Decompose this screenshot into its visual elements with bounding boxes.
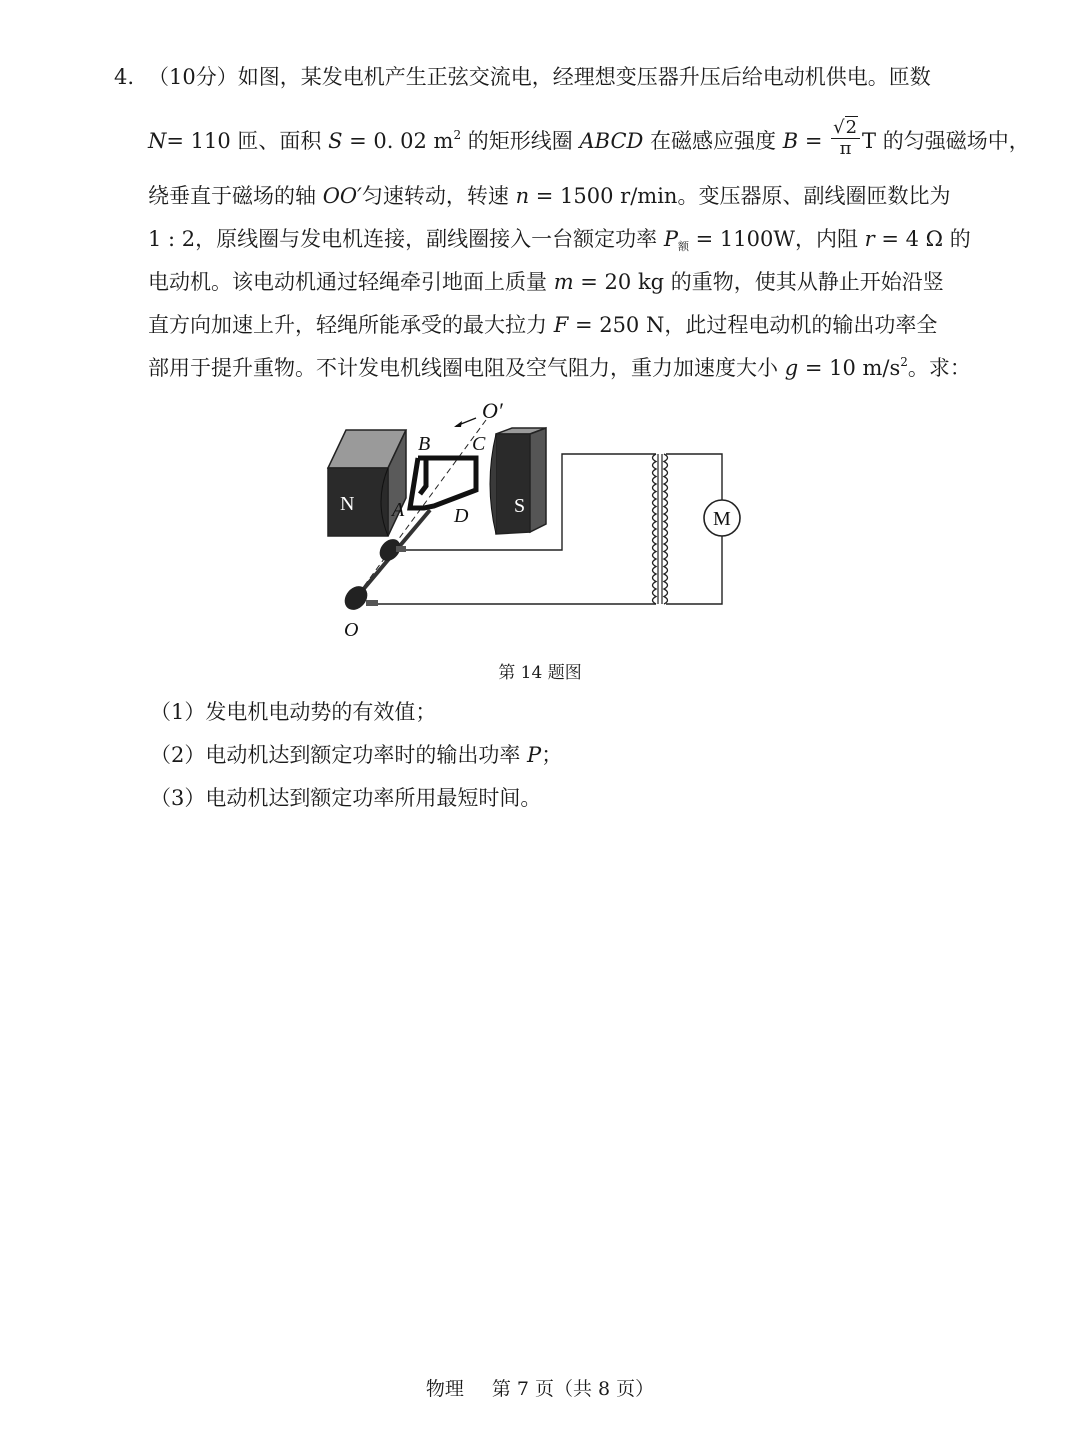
text: T 的匀强磁场中， xyxy=(862,129,1030,153)
label-o: O xyxy=(344,619,359,641)
label-d: D xyxy=(454,505,469,527)
superscript: 2 xyxy=(900,355,908,369)
text: （2）电动机达到额定功率时的输出功率 xyxy=(150,743,528,767)
text: 在磁感应强度 xyxy=(643,129,783,153)
page-footer xyxy=(0,1374,1080,1404)
text: 的矩形线圈 xyxy=(461,129,580,153)
text: （10分）如图，某发电机产生正弦交流电，经理想变压器升压后给电动机供电。匝数 xyxy=(148,65,931,89)
problem-line-7 xyxy=(148,352,971,384)
var-ABCD: ABCD xyxy=(579,129,644,153)
generator-transformer-motor-diagram xyxy=(326,398,756,644)
brush-lower xyxy=(366,600,378,606)
label-b: B xyxy=(418,433,431,455)
label-a: A xyxy=(392,499,405,521)
text: = 0. 02 m xyxy=(342,129,454,153)
label-s: S xyxy=(514,495,526,517)
superscript: 2 xyxy=(453,128,462,142)
text: = 20 kg 的重物，使其从静止开始沿竖 xyxy=(573,270,944,294)
text: ； xyxy=(541,743,563,767)
label-o-prime: O′ xyxy=(482,398,503,423)
south-magnet xyxy=(490,428,546,534)
footer-subject: 物理 xyxy=(425,1378,464,1400)
text: = 1500 r/min。变压器原、副线圈匝数比为 xyxy=(529,184,951,208)
problem-number: 4. xyxy=(114,65,135,89)
label-n: N xyxy=(340,493,355,515)
problem-line-2 xyxy=(148,117,1030,163)
var-F: F xyxy=(553,313,569,337)
text: 绕垂直于磁场的轴 xyxy=(148,184,323,208)
footer-page-number: 第 7 页（共 8 页） xyxy=(491,1378,655,1400)
label-c: C xyxy=(472,433,486,455)
text: 部用于提升重物。不计发电机线圈电阻及空气阻力，重力加速度大小 xyxy=(148,356,785,380)
text: = xyxy=(798,129,830,153)
question-2 xyxy=(150,739,562,771)
var-N: N xyxy=(148,129,167,153)
var-P: P xyxy=(663,227,678,251)
text: = 110 匝、面积 xyxy=(166,129,329,153)
text: = 4 Ω 的 xyxy=(874,227,971,251)
problem-line-5 xyxy=(148,266,944,298)
text: 直方向加速上升，轻绳所能承受的最大拉力 xyxy=(148,313,554,337)
label-m: M xyxy=(713,508,731,530)
text: = 1100W，内阻 xyxy=(688,227,865,251)
fraction-sqrt2-over-pi: $\frac{√2}{\pi}$ xyxy=(831,118,860,159)
var-P: P xyxy=(527,743,542,767)
question-1: （1）发电机电动势的有效值； xyxy=(150,700,437,724)
coil-abcd xyxy=(410,458,476,508)
problem-line-3 xyxy=(148,180,950,212)
problem-line-6 xyxy=(148,309,937,341)
var-g: g xyxy=(784,356,799,380)
subscript: 额 xyxy=(677,240,689,253)
text: 。求： xyxy=(907,356,971,380)
question-3: （3）电动机达到额定功率所用最短时间。 xyxy=(150,786,542,810)
var-OO: OO′ xyxy=(322,184,362,208)
var-m: m xyxy=(553,270,574,294)
var-S: S xyxy=(328,129,343,153)
figure-caption: 第 14 题图 xyxy=(498,663,582,683)
problem-line-1 xyxy=(148,61,931,93)
text: = 10 m/s xyxy=(798,356,901,380)
denominator: π xyxy=(839,138,852,159)
var-B: B xyxy=(782,129,799,153)
transformer xyxy=(653,454,668,604)
radicand: 2 xyxy=(845,117,858,138)
text: = 250 N，此过程电动机的输出功率全 xyxy=(568,313,938,337)
text: 电动机。该电动机通过轻绳牵引地面上质量 xyxy=(148,270,554,294)
text: 匀速转动，转速 xyxy=(361,184,516,208)
var-n: n xyxy=(515,184,530,208)
problem-line-4 xyxy=(148,223,971,255)
brush-upper xyxy=(396,546,406,552)
var-r: r xyxy=(864,227,875,251)
text: 1 : 2，原线圈与发电机连接，副线圈接入一台额定功率 xyxy=(148,227,664,251)
